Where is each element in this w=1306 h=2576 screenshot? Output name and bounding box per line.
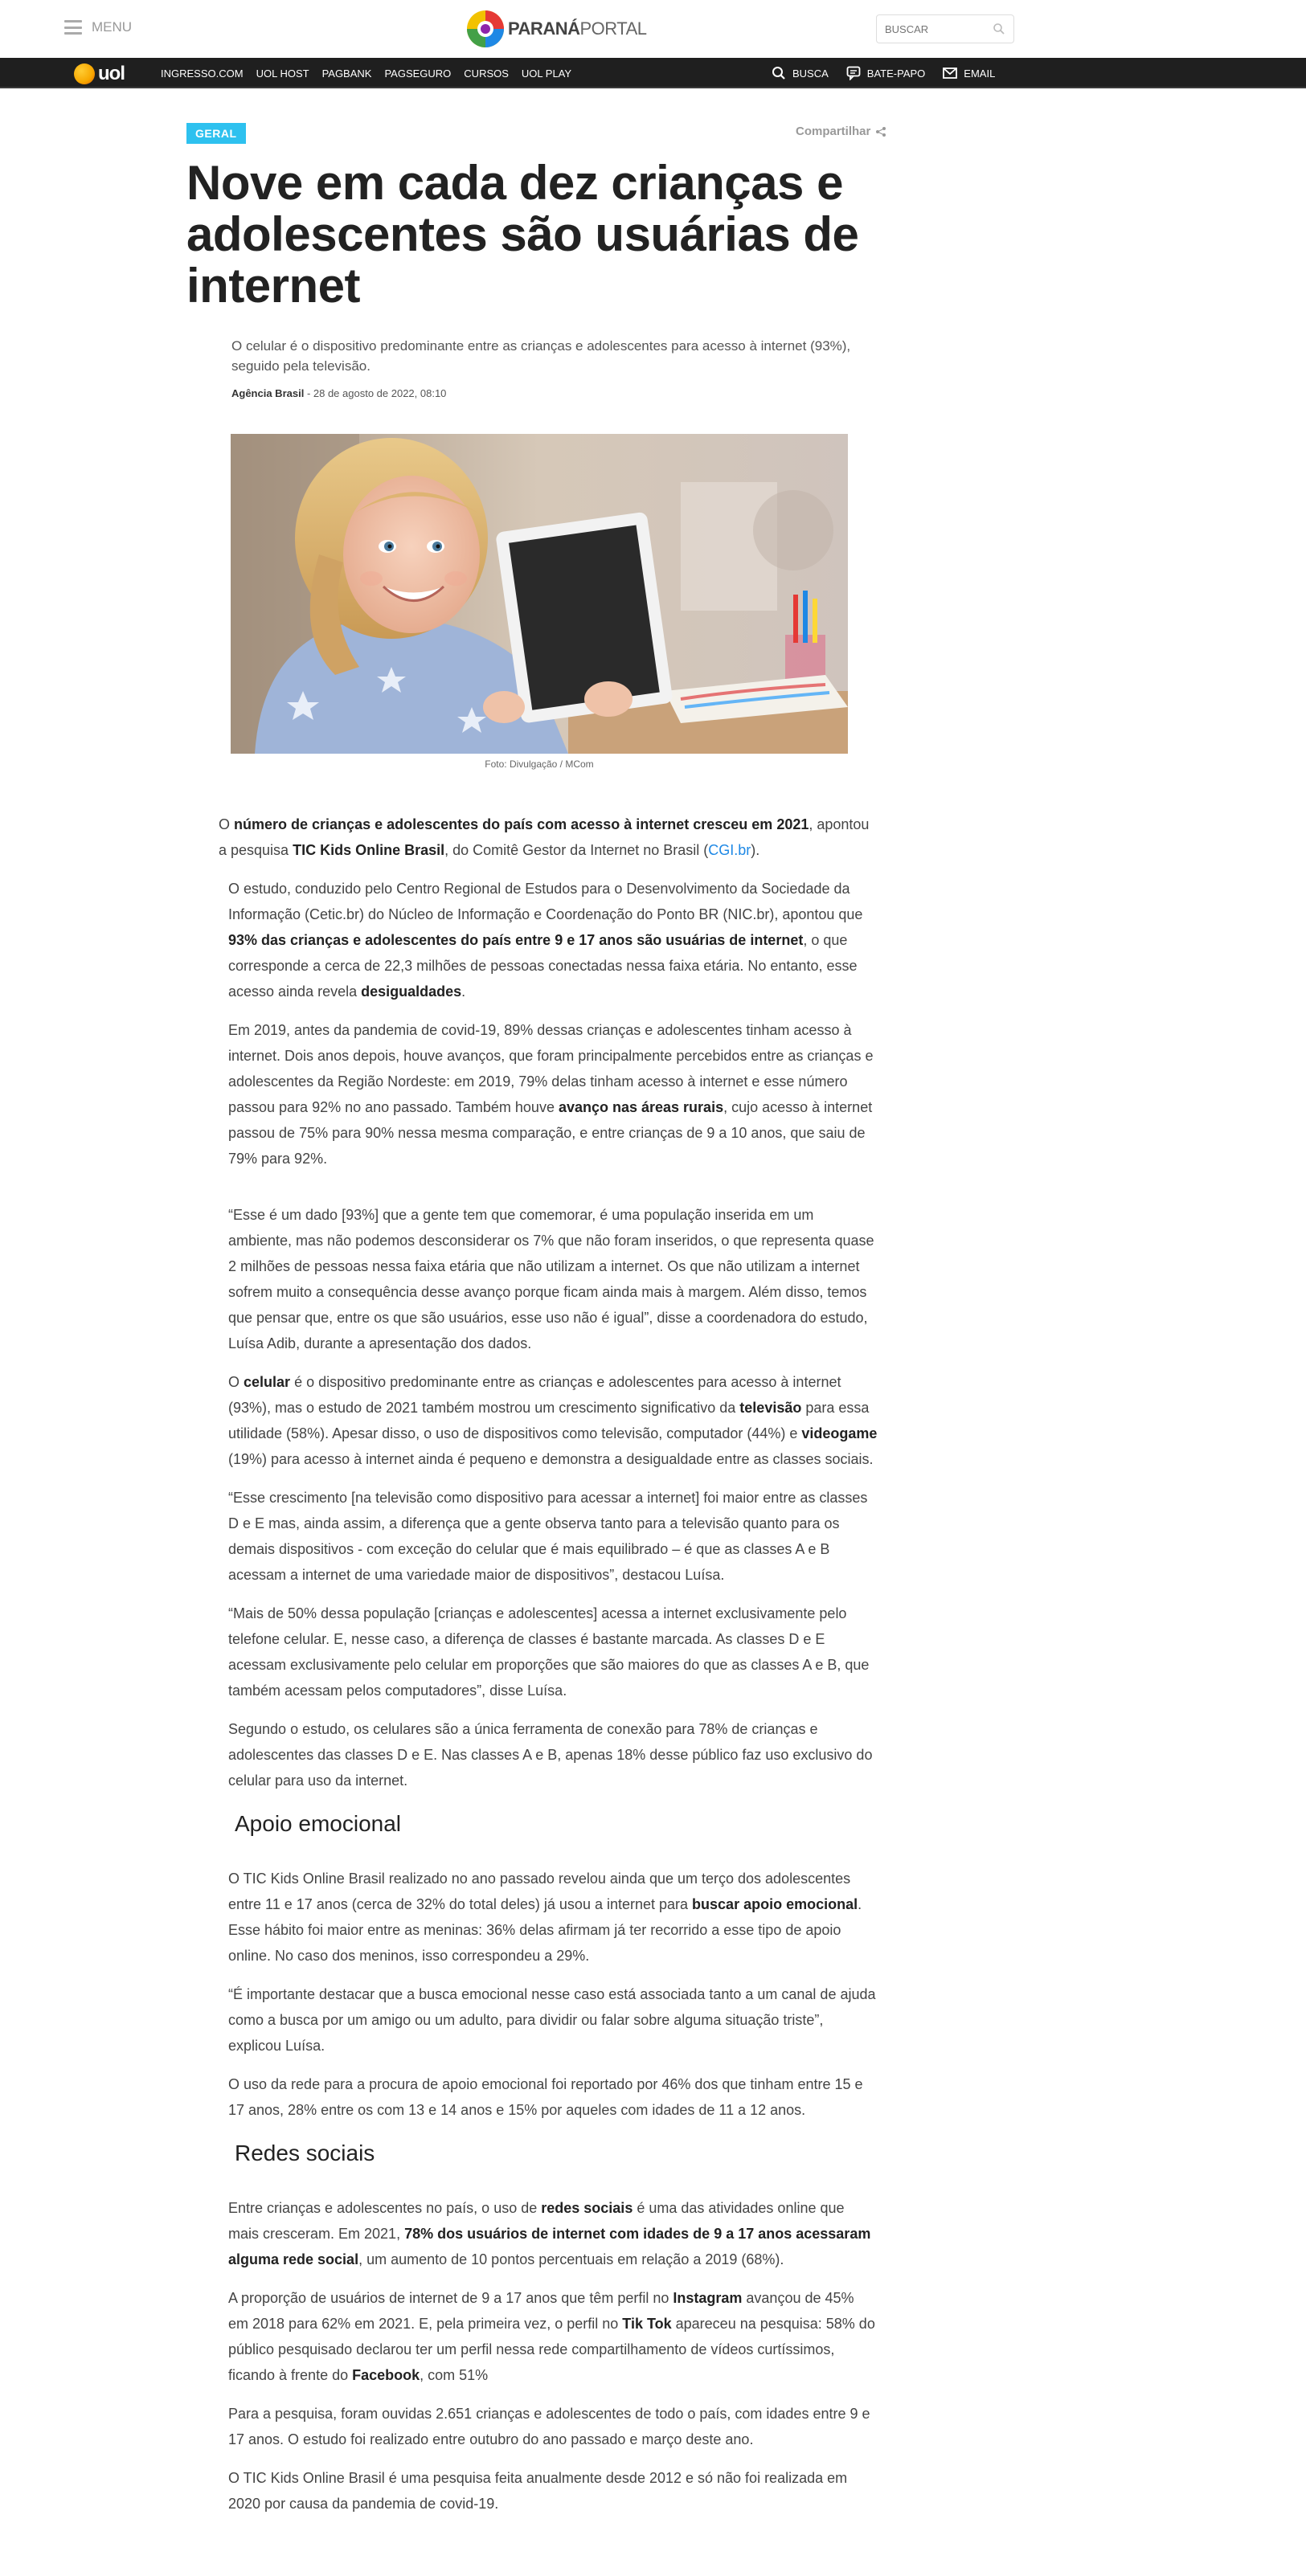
paragraph-8: Segundo o estudo, os celulares são a única ferramenta de conexão para 78% de crianças e adolescentes das classes D e E. Nas classes A e B, apenas 18% desse público faz uso exclusivo do celular para uso da internet. xyxy=(228,1721,873,1789)
paragraph-14: Para a pesquisa, foram ouvidas 2.651 crianças e adolescentes de todo o país, com idades entre 9 e 17 anos. O estudo foi realizado entre outubro do ano passado e março deste ano. xyxy=(228,2406,870,2447)
site-header xyxy=(0,0,1306,58)
paragraph-12: Entre crianças e adolescentes no país, o uso de redes sociais é uma das atividades online que mais cresceram. Em 2021, 78% dos usuários de internet com idades de 9 a 17 anos acessaram alguma rede social, um aumento de 10 pontos percentuais em relação a 2019 (68%). xyxy=(228,2200,871,2267)
share-button[interactable] xyxy=(796,125,886,138)
uol-bate-papo-label[interactable]: BATE-PAPO xyxy=(866,67,926,80)
chat-icon xyxy=(846,66,861,80)
paragraph-5: O celular é o dispositivo predominante entre as crianças e adolescentes para acesso à internet (93%), mas o estudo de 2021 também mostrou um crescimento significativo da televisão para essa utilidade (58%). Apesar disso, o uso de dispositivos como televisão, computador (44%) e videogame (19%) para acesso à internet ainda é pequeno e demonstra a desigualdade entre as classes sociais. xyxy=(228,1374,878,1467)
uol-email-label[interactable]: EMAIL xyxy=(964,67,996,80)
section-heading-apoio-emocional: Apoio emocional xyxy=(235,1811,402,1836)
paragraph-11: O uso da rede para a procura de apoio emocional foi reportado por 46% dos que tinham entre 15 e 17 anos, 28% entre os com 13 e 14 anos e 15% por aqueles com idades de 11 a 12 anos. xyxy=(228,2076,863,2118)
paragraph-15: O TIC Kids Online Brasil é uma pesquisa feita anualmente desde 2012 e só não foi realizada em 2020 por causa da pandemia de covid-19. xyxy=(228,2470,848,2512)
paragraph-4: “Esse é um dado [93%] que a gente tem que comemorar, é uma população inserida em um ambiente, mas não podemos desconsiderar os 7% que não foram inseridos, o que representa quase 2 milhões de pessoas nessa faixa etária que não utilizam a internet. Os que não utilizam a internet sofrem muito a consequência desse avanço porque ficam ainda mais à margem. Além disso, temos que pensar que, entre os que são usuários, esse uso não é igual”, disse a coordenadora do estudo, Luísa Adib, durante a apresentação dos dados. xyxy=(228,1207,874,1351)
menu-label: MENU xyxy=(92,19,133,35)
uol-bate-papo[interactable] xyxy=(846,66,925,80)
article-photo xyxy=(231,434,848,754)
article-lead: O celular é o dispositivo predominante entre as crianças e adolescentes para acesso à internet (93%), seguido pela televisão. xyxy=(231,338,851,374)
uol-logo[interactable]: uol xyxy=(74,63,125,85)
paragraph-7: “Mais de 50% dessa população [crianças e adolescentes] acessa a internet exclusivamente pelo telefone celular. E, nesse caso, a diferença de classes é bastante marcada. As classes D e E acessam exclusivamente pelo celular em proporções que são maiores do que as classes A e B, que também acessam pelos computadores”, disse Luísa. xyxy=(228,1605,870,1699)
uol-links xyxy=(161,58,571,88)
uol-busca[interactable] xyxy=(772,66,829,80)
uol-link-uolhost[interactable]: UOL HOST xyxy=(256,67,309,80)
share-icon xyxy=(875,126,886,137)
search-box[interactable] xyxy=(876,14,1014,43)
article-title: Nove em cada dez crianças e adolescentes são usuárias de internet xyxy=(186,156,859,313)
paragraph-6: “Esse crescimento [na televisão como dispositivo para acessar a internet] foi maior entre as classes D e E mas, ainda assim, a diferença que a gente observa tanto para a televisão quanto para os demais dispositivos - com exceção do celular que é mais equilibrado – é que as classes A e B acessam a internet de uma variedade maior de dispositivos”, destacou Luísa. xyxy=(228,1490,868,1583)
cgi-link[interactable]: CGI.br xyxy=(708,842,751,858)
menu-button[interactable] xyxy=(64,19,132,35)
hamburger-icon xyxy=(64,20,82,35)
article-body xyxy=(219,812,878,2529)
search-input[interactable] xyxy=(885,23,981,35)
search-icon[interactable] xyxy=(993,22,1005,35)
paragraph-1: O número de crianças e adolescentes do país com acesso à internet cresceu em 2021, apontou a pesquisa TIC Kids Online Brasil, do Comitê Gestor da Internet no Brasil (CGI.br). xyxy=(219,816,870,858)
girl-with-tablet-image xyxy=(231,434,848,754)
search-icon xyxy=(772,66,786,80)
category-tag[interactable]: GERAL xyxy=(186,123,246,144)
uol-link-uolplay[interactable]: UOL PLAY xyxy=(521,67,572,80)
uol-ball-icon xyxy=(74,63,95,84)
mail-icon xyxy=(943,67,957,79)
site-logo[interactable] xyxy=(466,10,646,48)
uol-bar xyxy=(0,58,1306,88)
uol-link-ingresso[interactable]: INGRESSO.COM xyxy=(161,67,244,80)
uol-link-pagbank[interactable]: PAGBANK xyxy=(321,67,372,80)
share-label: Compartilhar xyxy=(796,125,871,138)
uol-right-links xyxy=(772,58,995,88)
uol-email[interactable] xyxy=(943,67,995,80)
paragraph-13: A proporção de usuários de internet de 9 a 17 anos que têm perfil no Instagram avançou de 45% em 2018 para 62% em 2021. E, pela primeira vez, o perfil no Tik Tok apareceu na pesquisa: 58% do público pesquisado declarou ter um perfil nessa rede compartilhamento de vídeos curtíssimos, ficando à frente do Facebook, com 51% xyxy=(228,2290,875,2383)
parana-portal-logo-icon xyxy=(466,10,505,48)
section-heading-redes-sociais: Redes sociais xyxy=(235,2141,375,2165)
uol-link-pagseguro[interactable]: PAGSEGURO xyxy=(384,67,452,80)
paragraph-10: “É importante destacar que a busca emocional nesse caso está associada tanto a um canal de ajuda como a busca por um amigo ou um adulto, para dividir ou falar sobre alguma situação triste”, explicou Luísa. xyxy=(228,1986,876,2054)
uol-link-cursos[interactable]: CURSOS xyxy=(464,67,509,80)
logo-text: PARANÁPORTAL xyxy=(508,18,647,39)
byline-date: - 28 de agosto de 2022, 08:10 xyxy=(304,387,447,399)
photo-caption: Foto: Divulgação / MCom xyxy=(485,758,594,770)
uol-busca-label[interactable]: BUSCA xyxy=(792,67,829,80)
paragraph-3: Em 2019, antes da pandemia de covid-19, 89% dessas crianças e adolescentes tinham acesso à internet. Dois anos depois, houve avanços, que foram principalmente percebidos entre as crianças e adolescentes da Região Nordeste: em 2019, 79% delas tinham acesso à internet e esse número passou para 92% no ano passado. Também houve avanço nas áreas rurais, cujo acesso à internet passou de 75% para 90% nessa mesma comparação, e entre crianças de 9 a 10 anos, que saiu de 79% para 92%. xyxy=(228,1022,874,1167)
paragraph-2: O estudo, conduzido pelo Centro Regional de Estudos para o Desenvolvimento da Sociedade da Informação (Cetic.br) do Núcleo de Informação e Coordenação do Ponto BR (NIC.br), apontou que 93% das crianças e adolescentes do país entre 9 e 17 anos são usuárias de internet, o que corresponde a cerca de 22,3 milhões de pessoas conectadas nessa faixa etária. No entanto, esse acesso ainda revela desigualdades. xyxy=(228,881,863,1000)
article-byline xyxy=(231,387,446,399)
paragraph-9: O TIC Kids Online Brasil realizado no ano passado revelou ainda que um terço dos adolescentes entre 11 e 17 anos (cerca de 32% do total deles) já usou a internet para buscar apoio emocional. Esse hábito foi maior entre as meninas: 36% delas afirmam já ter recorrido a esse tipo de apoio online. No caso dos meninos, isso correspondeu a 29%. xyxy=(228,1871,862,1964)
byline-source: Agência Brasil xyxy=(231,387,305,399)
